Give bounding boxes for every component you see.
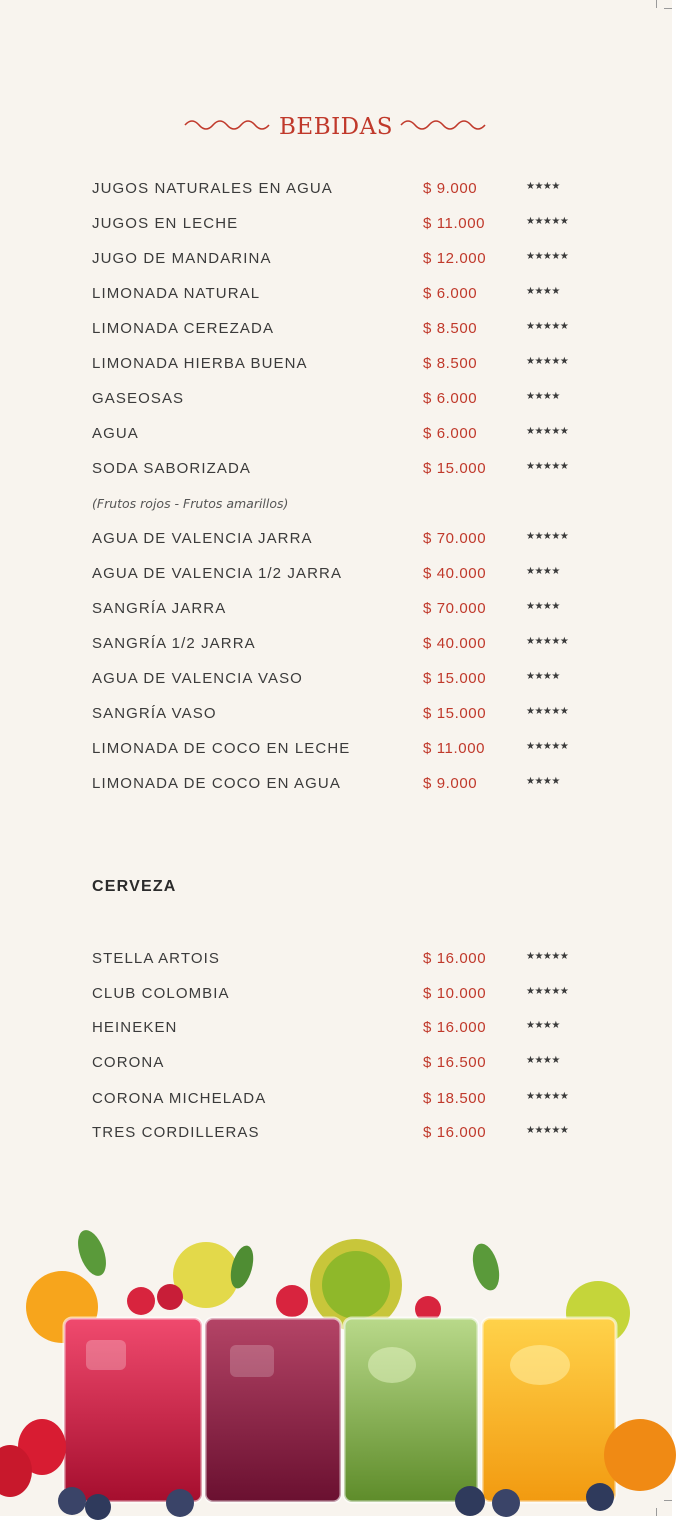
item-price: $ 11.000 <box>423 740 486 757</box>
star-rating-icon: ★★★★★ <box>526 531 569 542</box>
star-rating-icon: ★★★★ <box>526 1055 560 1066</box>
item-name: AGUA DE VALENCIA 1/2 JARRA <box>92 565 343 582</box>
item-price: $ 15.000 <box>423 705 487 722</box>
beer-heading: CERVEZA <box>92 878 177 895</box>
menu-item <box>0 1124 672 1148</box>
menu-item <box>0 705 672 729</box>
item-name: LIMONADA NATURAL <box>92 285 261 302</box>
mint-leaf-icon <box>73 1226 112 1279</box>
item-price: $ 40.000 <box>423 565 487 582</box>
star-rating-icon: ★★★★★ <box>526 1091 569 1102</box>
item-price: $ 70.000 <box>423 600 487 617</box>
section-title: BEBIDAS <box>279 114 393 140</box>
raspberry-icon <box>127 1287 155 1315</box>
star-rating-icon: ★★★★ <box>526 391 560 402</box>
item-price: $ 10.000 <box>423 985 487 1002</box>
menu-item <box>0 530 672 554</box>
item-price: $ 9.000 <box>423 775 478 792</box>
star-rating-icon: ★★★★★ <box>526 426 569 437</box>
raspberry-icon <box>276 1285 308 1317</box>
item-price: $ 9.000 <box>423 180 478 197</box>
item-price: $ 16.000 <box>423 1124 487 1141</box>
star-rating-icon: ★★★★★ <box>526 461 569 472</box>
blueberry-icon <box>492 1489 520 1517</box>
item-name: AGUA DE VALENCIA JARRA <box>92 530 313 547</box>
item-name: JUGO DE MANDARINA <box>92 250 272 267</box>
wave-ornament-right-icon <box>399 118 487 132</box>
item-name: JUGOS NATURALES EN AGUA <box>92 180 333 197</box>
menu-item <box>0 215 672 239</box>
menu-item <box>0 1054 672 1078</box>
menu-item <box>0 670 672 694</box>
star-rating-icon: ★★★★ <box>526 566 560 577</box>
item-price: $ 18.500 <box>423 1090 487 1107</box>
blueberry-icon <box>455 1486 485 1516</box>
star-rating-icon: ★★★★★ <box>526 216 569 227</box>
item-price: $ 16.000 <box>423 1019 487 1036</box>
menu-item <box>0 775 672 799</box>
crop-mark <box>656 0 657 8</box>
item-price: $ 40.000 <box>423 635 487 652</box>
item-name: SODA SABORIZADA <box>92 460 252 477</box>
item-price: $ 6.000 <box>423 390 478 407</box>
item-price: $ 12.000 <box>423 250 487 267</box>
star-rating-icon: ★★★★ <box>526 601 560 612</box>
soda-flavors-note: (Frutos rojos - Frutos amarillos) <box>92 496 289 511</box>
item-name: LIMONADA CEREZADA <box>92 320 275 337</box>
menu-item <box>0 950 672 974</box>
green-drink-glass-icon <box>344 1318 478 1502</box>
menu-item <box>0 460 672 484</box>
item-price: $ 6.000 <box>423 425 478 442</box>
item-name: CORONA <box>92 1054 165 1071</box>
item-price: $ 16.500 <box>423 1054 487 1071</box>
menu-item <box>0 740 672 764</box>
item-price: $ 8.500 <box>423 355 478 372</box>
menu-item <box>0 355 672 379</box>
star-rating-icon: ★★★★★ <box>526 741 569 752</box>
item-name: JUGOS EN LECHE <box>92 215 239 232</box>
menu-item <box>0 390 672 414</box>
star-rating-icon: ★★★★ <box>526 181 560 192</box>
menu-item <box>0 985 672 1009</box>
item-name: LIMONADA HIERBA BUENA <box>92 355 308 372</box>
blueberry-icon <box>85 1494 111 1520</box>
star-rating-icon: ★★★★ <box>526 286 560 297</box>
blueberry-icon <box>166 1489 194 1517</box>
blueberry-icon <box>586 1483 614 1511</box>
item-price: $ 16.000 <box>423 950 487 967</box>
raspberry-icon <box>157 1284 183 1310</box>
red-drink-glass-icon <box>64 1318 202 1502</box>
menu-item <box>0 600 672 624</box>
fruit-drinks-illustration <box>0 1215 679 1522</box>
menu-item <box>0 635 672 659</box>
section-heading <box>0 108 672 148</box>
star-rating-icon: ★★★★★ <box>526 321 569 332</box>
orange-icon <box>604 1419 676 1491</box>
item-price: $ 15.000 <box>423 460 487 477</box>
star-rating-icon: ★★★★★ <box>526 251 569 262</box>
item-name: SANGRÍA JARRA <box>92 600 227 617</box>
yellow-drink-glass-icon <box>482 1318 616 1502</box>
menu-item <box>0 425 672 449</box>
item-price: $ 11.000 <box>423 215 486 232</box>
star-rating-icon: ★★★★★ <box>526 356 569 367</box>
item-name: SANGRÍA VASO <box>92 705 217 722</box>
item-name: CORONA MICHELADA <box>92 1090 267 1107</box>
star-rating-icon: ★★★★ <box>526 671 560 682</box>
menu-item <box>0 1090 672 1114</box>
star-rating-icon: ★★★★★ <box>526 1125 569 1136</box>
item-name: SANGRÍA 1/2 JARRA <box>92 635 256 652</box>
menu-item <box>0 1019 672 1043</box>
item-price: $ 6.000 <box>423 285 478 302</box>
star-rating-icon: ★★★★ <box>526 776 560 787</box>
mint-leaf-icon <box>468 1241 504 1294</box>
item-price: $ 8.500 <box>423 320 478 337</box>
item-name: HEINEKEN <box>92 1019 178 1036</box>
item-price: $ 15.000 <box>423 670 487 687</box>
menu-item <box>0 285 672 309</box>
item-name: AGUA <box>92 425 139 442</box>
star-rating-icon: ★★★★★ <box>526 636 569 647</box>
item-name: GASEOSAS <box>92 390 185 407</box>
menu-item <box>0 565 672 589</box>
menu-item <box>0 320 672 344</box>
item-name: TRES CORDILLERAS <box>92 1124 260 1141</box>
item-name: LIMONADA DE COCO EN AGUA <box>92 775 341 792</box>
crop-mark <box>664 8 672 9</box>
berry-drink-glass-icon <box>205 1318 341 1502</box>
star-rating-icon: ★★★★★ <box>526 951 569 962</box>
item-price: $ 70.000 <box>423 530 487 547</box>
star-rating-icon: ★★★★ <box>526 1020 560 1031</box>
item-name: LIMONADA DE COCO EN LECHE <box>92 740 351 757</box>
item-name: AGUA DE VALENCIA VASO <box>92 670 303 687</box>
item-name: STELLA ARTOIS <box>92 950 220 967</box>
menu-item <box>0 250 672 274</box>
item-name: CLUB COLOMBIA <box>92 985 230 1002</box>
star-rating-icon: ★★★★★ <box>526 706 569 717</box>
star-rating-icon: ★★★★★ <box>526 986 569 997</box>
menu-item <box>0 180 672 204</box>
blueberry-icon <box>58 1487 86 1515</box>
